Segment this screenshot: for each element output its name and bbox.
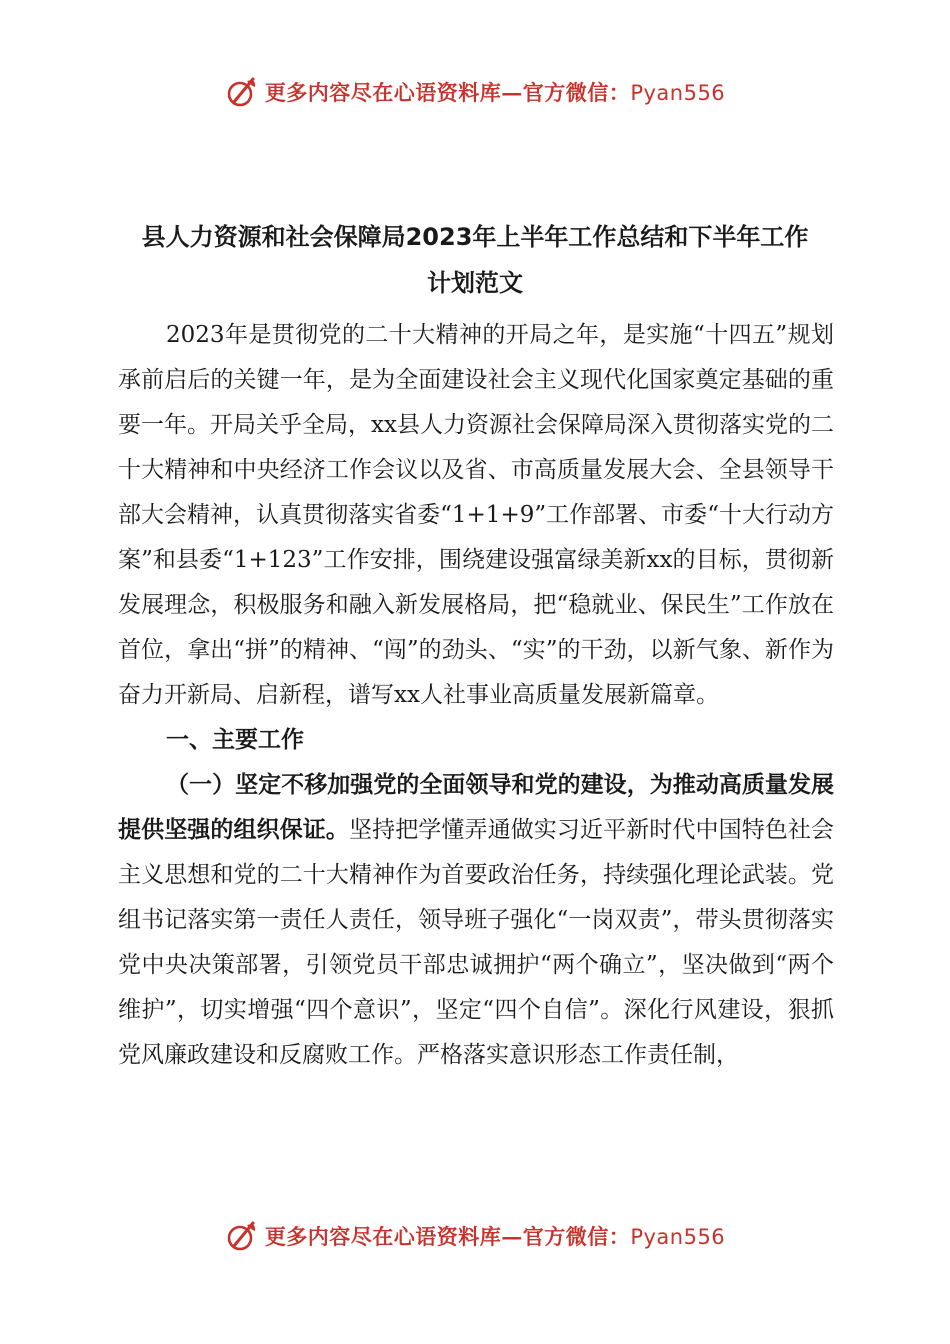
quill-pen-logo-icon <box>225 75 259 109</box>
document-title <box>60 214 890 306</box>
section-heading-main-work: 一、主要工作 <box>166 727 304 753</box>
title-line-2: 计划范文 <box>427 269 523 297</box>
watermark-text: 更多内容尽在心语资料库—官方微信：Pyan556 <box>264 1224 726 1249</box>
subsection-lead: （一）坚定不移加强党的全面领导和党的建设，为推动高质量发展提供坚强的组织保证。 <box>118 772 834 843</box>
title-line-1: 县人力资源和社会保障局2023年上半年工作总结和下半年工作 <box>141 223 809 251</box>
bottom-watermark-banner <box>0 1214 950 1258</box>
subsection-paragraph-1 <box>118 763 834 1078</box>
subsection-body: 坚持把学懂弄通做实习近平新时代中国特色社会主义思想和党的二十大精神作为首要政治任务，持续强化理论武装。党组书记落实第一责任人责任，领导班子强化“一岗双责”，带头贯彻落实党中央决策部署，引领党员干部忠诚拥护“两个确立”，坚决做到“两个维护”，切实增强“四个意识”，坚定“四个自信”。深化行风建设，狠抓党风廉政建设和反腐败工作。严格落实意识形态工作责任制， <box>118 817 835 1068</box>
watermark-text: 更多内容尽在心语资料库—官方微信：Pyan556 <box>264 80 726 105</box>
quill-pen-logo-icon <box>225 1219 259 1253</box>
document-body <box>118 313 834 1078</box>
intro-paragraph: 2023年是贯彻党的二十大精神的开局之年，是实施“十四五”规划承前启后的关键一年，是为全面建设社会主义现代化国家奠定基础的重要一年。开局关乎全局，xx县人力资源社会保障局深入贯彻落实党的二十大精神和中央经济工作会议以及省、市高质量发展大会、全县领导干部大会精神，认真贯彻落实省委“1+1+9”工作部署、市委“十大行动方案”和县委“1+123”工作安排，围绕建设强富绿美新xx的目标，贯彻新发展理念，积极服务和融入新发展格局，把“稳就业、保民生”工作放在首位，拿出“拼”的精神、“闯”的劲头、“实”的干劲，以新气象、新作为奋力开新局、启新程，谱写xx人社事业高质量发展新篇章。 <box>118 322 834 708</box>
top-watermark-banner <box>0 70 950 114</box>
